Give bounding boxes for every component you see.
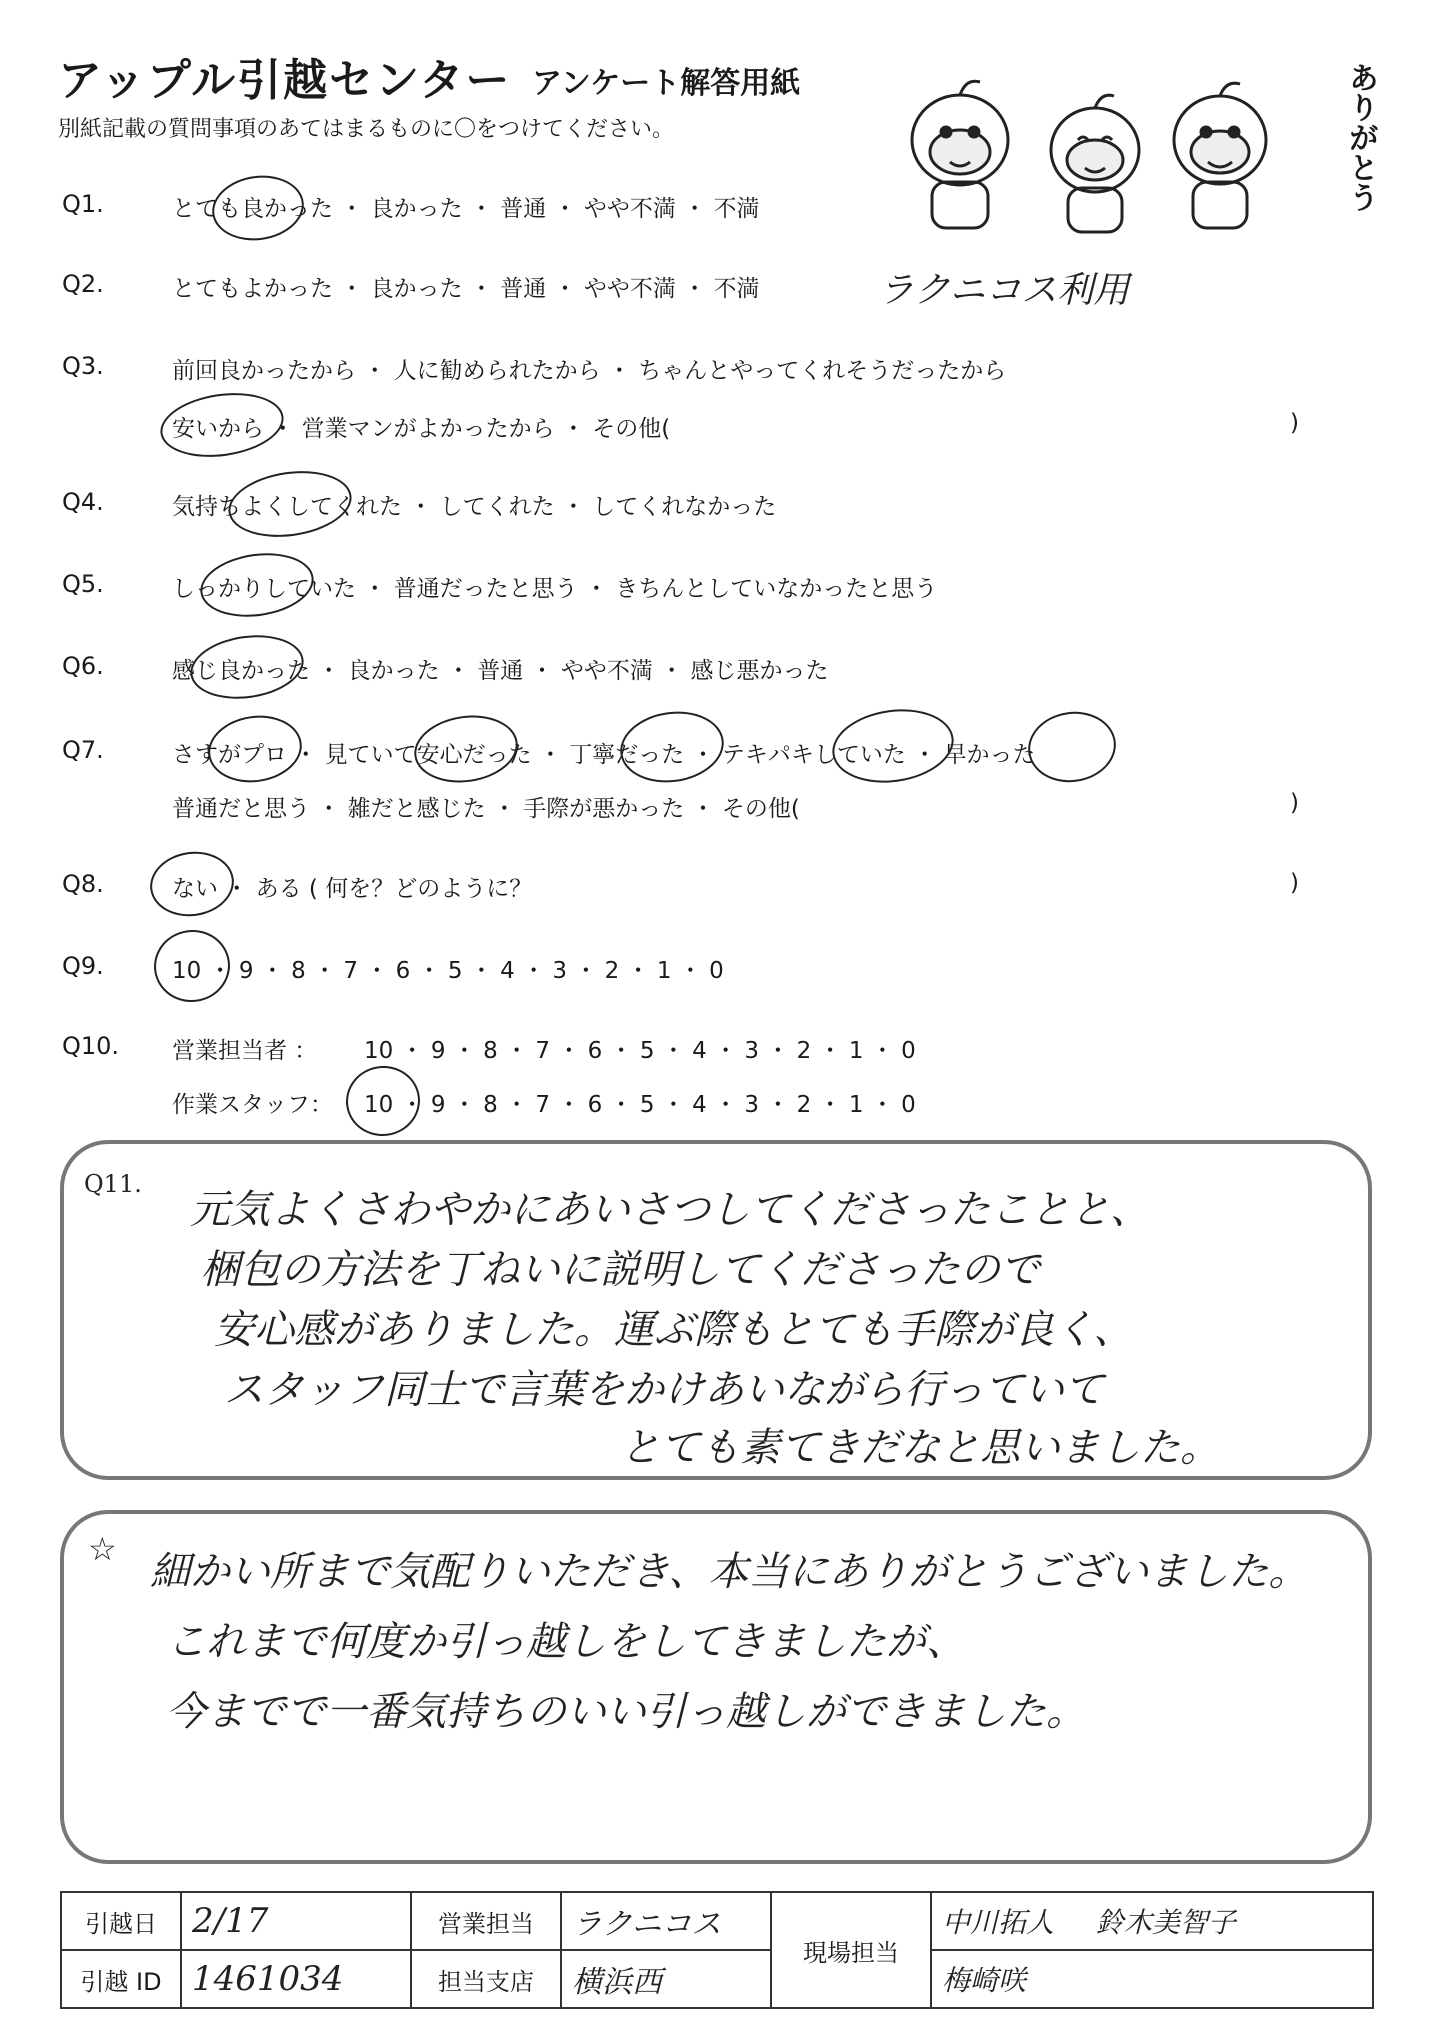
q7-number: Q7.	[62, 736, 104, 764]
site-staff-1: 中川拓人	[942, 1906, 1055, 1939]
site-staff-3: 梅崎咲	[931, 1950, 1373, 2008]
q10-number: Q10.	[62, 1032, 120, 1060]
q3-close-paren: )	[1290, 410, 1299, 436]
sales-rep-value: ラクニコス	[561, 1892, 771, 1950]
mascot-left	[912, 81, 1008, 228]
q9-number: Q9.	[62, 952, 104, 980]
q8-number: Q8.	[62, 870, 104, 898]
q9-scale: 10 ・ 9 ・ 8 ・ 7 ・ 6 ・ 5 ・ 4 ・ 3 ・ 2 ・ 1 ・ 0	[172, 958, 724, 984]
site-staff-row-1	[931, 1892, 1373, 1950]
q10-sales-label: 営業担当者 ：	[172, 1038, 318, 1064]
footer-info-table	[60, 1891, 1374, 2009]
q11-label: Q11.	[84, 1170, 142, 1198]
q2-handwritten-note: ラクニコス利用	[878, 270, 1130, 311]
move-id-label: 引越 ID	[61, 1950, 181, 2008]
q6-number: Q6.	[62, 652, 104, 680]
q2-options: とてもよかった ・ 良かった ・ 普通 ・ やや不満 ・ 不満	[172, 276, 760, 302]
q6-options: 感じ良かった ・ 良かった ・ 普通 ・ やや不満 ・ 感じ悪かった	[172, 658, 829, 684]
instructions: 別紙記載の質問事項のあてはまるものに〇をつけてください。	[58, 117, 675, 142]
branch-label: 担当支店	[411, 1950, 561, 2008]
branch-value: 横浜西	[561, 1950, 771, 2008]
q1-options: とても良かった ・ 良かった ・ 普通 ・ やや不満 ・ 不満	[172, 196, 760, 222]
star-comment-line-3: 今までで一番気持ちのいい引っ越しができました。	[166, 1689, 1086, 1735]
q11-line-2: 梱包の方法を丁ねいに説明してくださったので	[200, 1247, 1040, 1293]
q10-staff-scale: 10 ・ 9 ・ 8 ・ 7 ・ 6 ・ 5 ・ 4 ・ 3 ・ 2 ・ 1 ・ 0	[364, 1092, 916, 1118]
move-date-label: 引越日	[61, 1892, 181, 1950]
q4-options: 気持ちよくしてくれた ・ してくれた ・ してくれなかった	[172, 494, 777, 520]
q8-options: ない ・ ある ( 何を？どのように？	[172, 876, 533, 902]
q3-options-line1: 前回良かったから ・ 人に勧められたから ・ ちゃんとやってくれそうだったから	[172, 358, 1007, 384]
q4-number: Q4.	[62, 488, 104, 516]
star-comment-line-2: これまで何度か引っ越しをしてきましたが、	[166, 1619, 966, 1665]
site-staff-2: 鈴木美智子	[1095, 1906, 1236, 1939]
thanks-vertical-text: ありがとう	[1343, 62, 1378, 212]
q11-line-3: 安心感がありました。運ぶ際もとても手際が良く、	[214, 1307, 1134, 1353]
q11-line-4: スタッフ同士で言葉をかけあいながら行っていて	[224, 1367, 1104, 1413]
mascot-middle	[1051, 95, 1139, 232]
star-icon: ☆	[88, 1530, 117, 1568]
form-subtitle: アンケート解答用紙	[532, 66, 801, 101]
site-lead-label: 現場担当	[771, 1892, 931, 2008]
move-date-value: 2/17	[181, 1892, 411, 1950]
q1-number: Q1.	[62, 190, 104, 218]
mascot-right	[1174, 83, 1266, 228]
q8-close-paren: )	[1290, 870, 1299, 896]
q3-options-line2: 安いから ・ 営業マンがよかったから ・ その他(	[172, 416, 671, 442]
q10-sales-scale: 10 ・ 9 ・ 8 ・ 7 ・ 6 ・ 5 ・ 4 ・ 3 ・ 2 ・ 1 ・ 0	[364, 1038, 916, 1064]
answer-circle	[1024, 706, 1121, 788]
q7-options-line1: さすがプロ ・ 見ていて安心だった ・ 丁寧だった ・ テキパキしていた ・ 早かった	[172, 742, 1036, 768]
q7-close-paren: )	[1290, 790, 1299, 816]
move-id-value: 1461034	[181, 1950, 411, 2008]
q2-number: Q2.	[62, 270, 104, 298]
star-comment-line-1: 細かい所まで気配りいただき、本当にありがとうございました。	[150, 1549, 1309, 1595]
q10-staff-label: 作業スタッフ：	[172, 1092, 333, 1118]
sales-rep-label: 営業担当	[411, 1892, 561, 1950]
mascot-illustration	[890, 70, 1300, 240]
q5-number: Q5.	[62, 570, 104, 598]
q5-options: しっかりしていた ・ 普通だったと思う ・ きちんとしていなかったと思う	[172, 576, 938, 602]
brand-title: アップル引越センター	[58, 55, 512, 106]
q11-line-5: とても素てきだなと思いました。	[620, 1425, 1220, 1471]
q7-options-line2: 普通だと思う ・ 雑だと感じた ・ 手際が悪かった ・ その他(	[172, 796, 800, 822]
q11-line-1: 元気よくさわやかにあいさつしてくださったことと、	[190, 1187, 1150, 1233]
q3-number: Q3.	[62, 352, 104, 380]
